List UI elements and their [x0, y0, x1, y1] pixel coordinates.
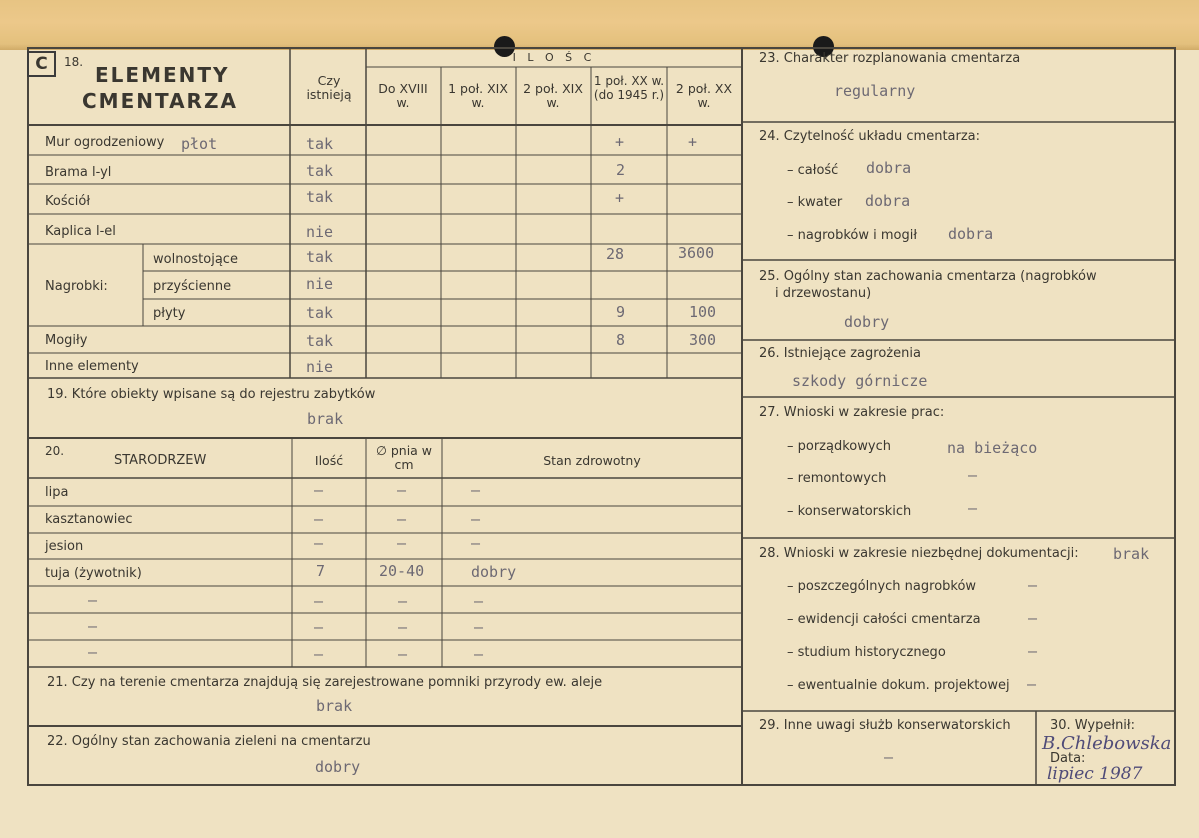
sec24-item-label-0: – całość — [787, 163, 839, 178]
sec22-answer: dobry — [315, 758, 361, 776]
col-header-ilosc: I L O Ś C — [512, 51, 596, 64]
tree-qty-6: – — [314, 645, 324, 663]
row-label-wolnostojace: wolnostojące — [153, 252, 238, 267]
row-c20a-plyty: 9 — [616, 303, 626, 321]
row-exists-brama: tak — [306, 162, 334, 180]
sec29-label: 29. Inne uwagi służb konserwatorskich — [759, 718, 1011, 733]
row-c20a-wolnostojace: 28 — [606, 245, 625, 263]
row-exists-kosciol: tak — [306, 188, 334, 206]
tree-diam-0: – — [397, 481, 407, 499]
sec28-item-label-0: – poszczególnych nagrobków — [787, 579, 977, 594]
sec24-item-value-1: dobra — [865, 192, 911, 210]
sec28-answer: brak — [1113, 545, 1150, 563]
sec28-item-label-2: – studium historycznego — [787, 645, 946, 660]
row-label-inne: Inne elementy — [45, 359, 139, 374]
col-header-19a: 1 poł. XIX w. — [448, 81, 508, 111]
row-label-brama: Brama l-yl — [45, 165, 112, 180]
sec23-answer: regularny — [834, 82, 916, 100]
tree-health-1: – — [471, 510, 481, 528]
tree-qty-3: 7 — [316, 562, 326, 580]
row-exists-mur: tak — [306, 135, 334, 153]
row-exists-kaplica: nie — [306, 223, 334, 241]
sec27-item-value-1: – — [968, 466, 978, 484]
tree-name-2: jesion — [45, 539, 84, 554]
row-extra-mur: płot — [181, 135, 218, 153]
tree-qty-0: – — [314, 481, 324, 499]
sec25-label-line1: 25. Ogólny stan zachowania cmentarza (nagrobków — [759, 269, 1097, 284]
tree-health-4: – — [474, 592, 484, 610]
sec28-item-value-1: – — [1028, 609, 1038, 627]
sec24-label: 24. Czytelność układu cmentarza: — [759, 129, 981, 144]
tree-diam-5: – — [398, 618, 408, 636]
row-label-kosciol: Kościół — [45, 194, 91, 209]
sec22-label: 22. Ogólny stan zachowania zieleni na cmentarzu — [47, 734, 371, 749]
col-header-exists: Czy istnieją — [306, 73, 352, 103]
tree-qty-5: – — [314, 618, 324, 636]
tree-qty-1: – — [314, 510, 324, 528]
row-c20a-kosciol: + — [615, 189, 625, 207]
sec25-label-line2: i drzewostanu) — [775, 286, 872, 301]
row-label-kaplica: Kaplica l-el — [45, 224, 116, 239]
sec24-item-label-2: – nagrobków i mogił — [787, 228, 918, 243]
tree-health-2: – — [471, 534, 481, 552]
tree-name-3: tuja (żywotnik) — [45, 566, 142, 581]
tree-health-6: – — [474, 645, 484, 663]
sec30-date-label: Data: — [1050, 751, 1086, 766]
sec28-item-value-0: – — [1028, 576, 1038, 594]
sec21-answer: brak — [316, 697, 353, 715]
row-exists-przyscienne: nie — [306, 275, 334, 293]
sec30-label: 30. Wypełnił: — [1050, 718, 1135, 733]
tree-name-6: – — [88, 643, 98, 661]
row-exists-inne: nie — [306, 358, 334, 376]
sec28-label: 28. Wnioski w zakresie niezbędnej dokumentacji: — [759, 546, 1079, 561]
row-c20b-mogily: 300 — [689, 331, 717, 349]
sec20-number: 20. — [45, 444, 65, 458]
sec28-item-label-3: – ewentualnie dokum. projektowej — [787, 678, 1010, 693]
sec19-answer: brak — [307, 410, 344, 428]
tree-name-0: lipa — [45, 485, 69, 500]
sec27-item-value-0: na bieżąco — [947, 439, 1038, 457]
sec24-item-value-0: dobra — [866, 159, 912, 177]
sec28-item-value-3: – — [1027, 675, 1037, 693]
sec20-col-diam: ∅ pnia w cm — [375, 443, 433, 473]
sec27-item-value-2: – — [968, 499, 978, 517]
section-letter-badge: C — [27, 51, 56, 77]
sec20-col-qty: Ilość — [314, 453, 344, 468]
sec24-item-label-1: – kwater — [787, 195, 843, 210]
row-c20b-wolnostojace: 3600 — [678, 244, 715, 262]
tree-qty-2: – — [314, 534, 324, 552]
tree-health-3: dobry — [471, 563, 517, 581]
tree-health-5: – — [474, 618, 484, 636]
row-c20a-brama: 2 — [616, 161, 626, 179]
col-header-20a: 1 poł. XX w. (do 1945 r.) — [593, 74, 665, 102]
row-label-mur: Mur ogrodzeniowy — [45, 135, 165, 150]
sec20-col-health: Stan zdrowotny — [543, 453, 641, 468]
col-header-20b: 2 poł. XX w. — [675, 81, 733, 111]
sec29-answer: – — [884, 748, 894, 766]
sec19-label: 19. Które obiekty wpisane są do rejestru zabytków — [47, 387, 376, 402]
sec28-item-value-2: – — [1028, 642, 1038, 660]
sec23-label: 23. Charakter rozplanowania cmentarza — [759, 51, 1021, 66]
row-label-mogily: Mogiły — [45, 333, 88, 348]
tree-diam-2: – — [397, 534, 407, 552]
tree-name-5: – — [88, 617, 98, 635]
sec26-answer: szkody górnicze — [792, 372, 928, 390]
sec27-label: 27. Wnioski w zakresie prac: — [759, 405, 945, 420]
sec18-number: 18. — [64, 55, 84, 69]
row-c20a-mur: + — [615, 133, 625, 151]
row-exists-mogily: tak — [306, 332, 334, 350]
sec24-item-value-2: dobra — [948, 225, 994, 243]
row-c20b-mur: + — [688, 133, 698, 151]
tree-health-0: – — [471, 481, 481, 499]
sec27-item-label-2: – konserwatorskich — [787, 504, 912, 519]
sec25-answer: dobry — [844, 313, 890, 331]
sec26-label: 26. Istniejące zagrożenia — [759, 346, 921, 361]
row-c20b-plyty: 100 — [689, 303, 717, 321]
sec27-item-label-1: – remontowych — [787, 471, 887, 486]
tree-name-4: – — [88, 591, 98, 609]
col-header-pre18: Do XVIII w. — [378, 81, 428, 111]
sec18-title-line1: ELEMENTY — [95, 63, 230, 87]
tree-diam-1: – — [397, 510, 407, 528]
sec21-label: 21. Czy na terenie cmentarza znajdują się zarejestrowane pomniki przyrody ew. aleje — [47, 675, 603, 690]
row-c20a-mogily: 8 — [616, 331, 626, 349]
tree-diam-4: – — [398, 592, 408, 610]
sec20-title: STARODRZEW — [114, 453, 207, 468]
tree-qty-4: – — [314, 592, 324, 610]
sec30-signature: B.Chlebowska — [1042, 733, 1172, 754]
row-label-przyscienne: przyścienne — [153, 279, 232, 294]
row-label-plyty: płyty — [153, 306, 186, 321]
sec27-item-label-0: – porządkowych — [787, 439, 891, 454]
tree-name-1: kasztanowiec — [45, 512, 133, 527]
row-label-nagrobki: Nagrobki: — [45, 279, 108, 294]
row-exists-wolnostojace: tak — [306, 248, 334, 266]
sec18-title-line2: CMENTARZA — [82, 89, 238, 113]
col-header-19b: 2 poł. XIX w. — [523, 81, 583, 111]
tree-diam-3: 20-40 — [379, 562, 425, 580]
sec28-item-label-1: – ewidencji całości cmentarza — [787, 612, 981, 627]
row-exists-plyty: tak — [306, 304, 334, 322]
tree-diam-6: – — [398, 645, 408, 663]
sec30-date-value: lipiec 1987 — [1047, 764, 1143, 784]
